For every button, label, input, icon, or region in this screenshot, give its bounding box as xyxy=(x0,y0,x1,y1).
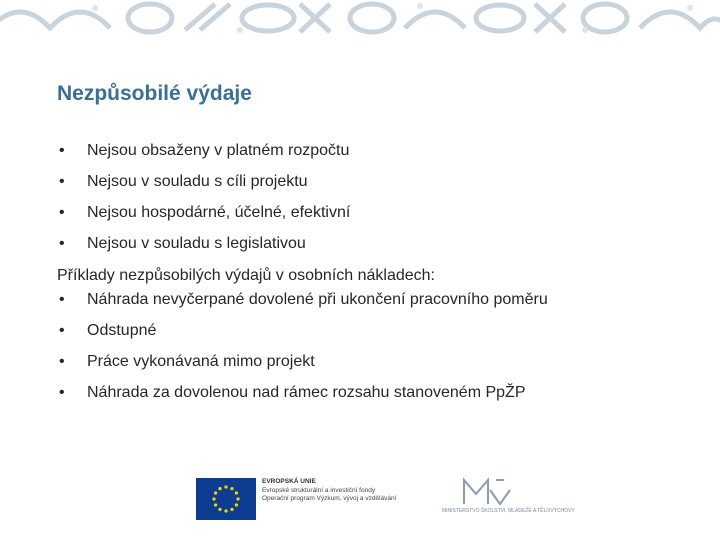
slide-title: Nezpůsobilé výdaje xyxy=(57,82,252,105)
slide-content xyxy=(57,142,697,415)
list-item xyxy=(57,384,697,415)
list-item-text: Odstupné xyxy=(87,322,157,339)
bullet-icon: • xyxy=(59,173,65,190)
list-item xyxy=(57,142,697,173)
list-item-text: Náhrada nevyčerpané dovolené při ukončení pracovního poměru xyxy=(87,291,548,308)
bullet-icon: • xyxy=(59,204,65,221)
list-item-text: Nejsou v souladu s legislativou xyxy=(87,235,306,252)
list-item-text: Nejsou obsaženy v platném rozpočtu xyxy=(87,142,350,159)
ministry-emblem-icon xyxy=(442,476,532,508)
eu-line-2: Operační program Výzkum, vývoj a vzdělávání xyxy=(262,495,397,502)
ministry-logo xyxy=(442,476,575,522)
list-item xyxy=(57,291,697,322)
bullet-icon: • xyxy=(59,291,65,308)
decorative-banner xyxy=(0,0,720,40)
bullet-icon: • xyxy=(59,384,65,401)
list-item-text: Nejsou v souladu s cíli projektu xyxy=(87,173,308,190)
eu-flag-icon xyxy=(196,478,256,520)
list-item-text: Práce vykonávaná mimo projekt xyxy=(87,353,315,370)
eu-logo-text xyxy=(262,478,396,504)
ministry-text: MINISTERSTVO ŠKOLSTVÍ, MLÁDEŽE A TĚLOVÝCHOVY xyxy=(442,508,575,514)
list-item xyxy=(57,353,697,384)
bullet-icon: • xyxy=(59,235,65,252)
bullet-icon: • xyxy=(59,322,65,339)
footer-logos xyxy=(196,476,575,522)
list-item xyxy=(57,173,697,204)
list-item-text: Náhrada za dovolenou nad rámec rozsahu stanoveném PpŽP xyxy=(87,384,526,401)
section-subheading: Příklady nezpůsobilých výdajů v osobních nákladech: xyxy=(57,267,435,284)
list-item-text: Nejsou hospodárné, účelné, efektivní xyxy=(87,204,351,221)
bullet-icon: • xyxy=(59,353,65,370)
list-item xyxy=(57,204,697,235)
eu-line-1: Evropské strukturální a investiční fondy xyxy=(262,486,376,494)
eu-title: EVROPSKÁ UNIE xyxy=(262,478,316,485)
bullet-icon: • xyxy=(59,142,65,159)
list-item xyxy=(57,322,697,353)
